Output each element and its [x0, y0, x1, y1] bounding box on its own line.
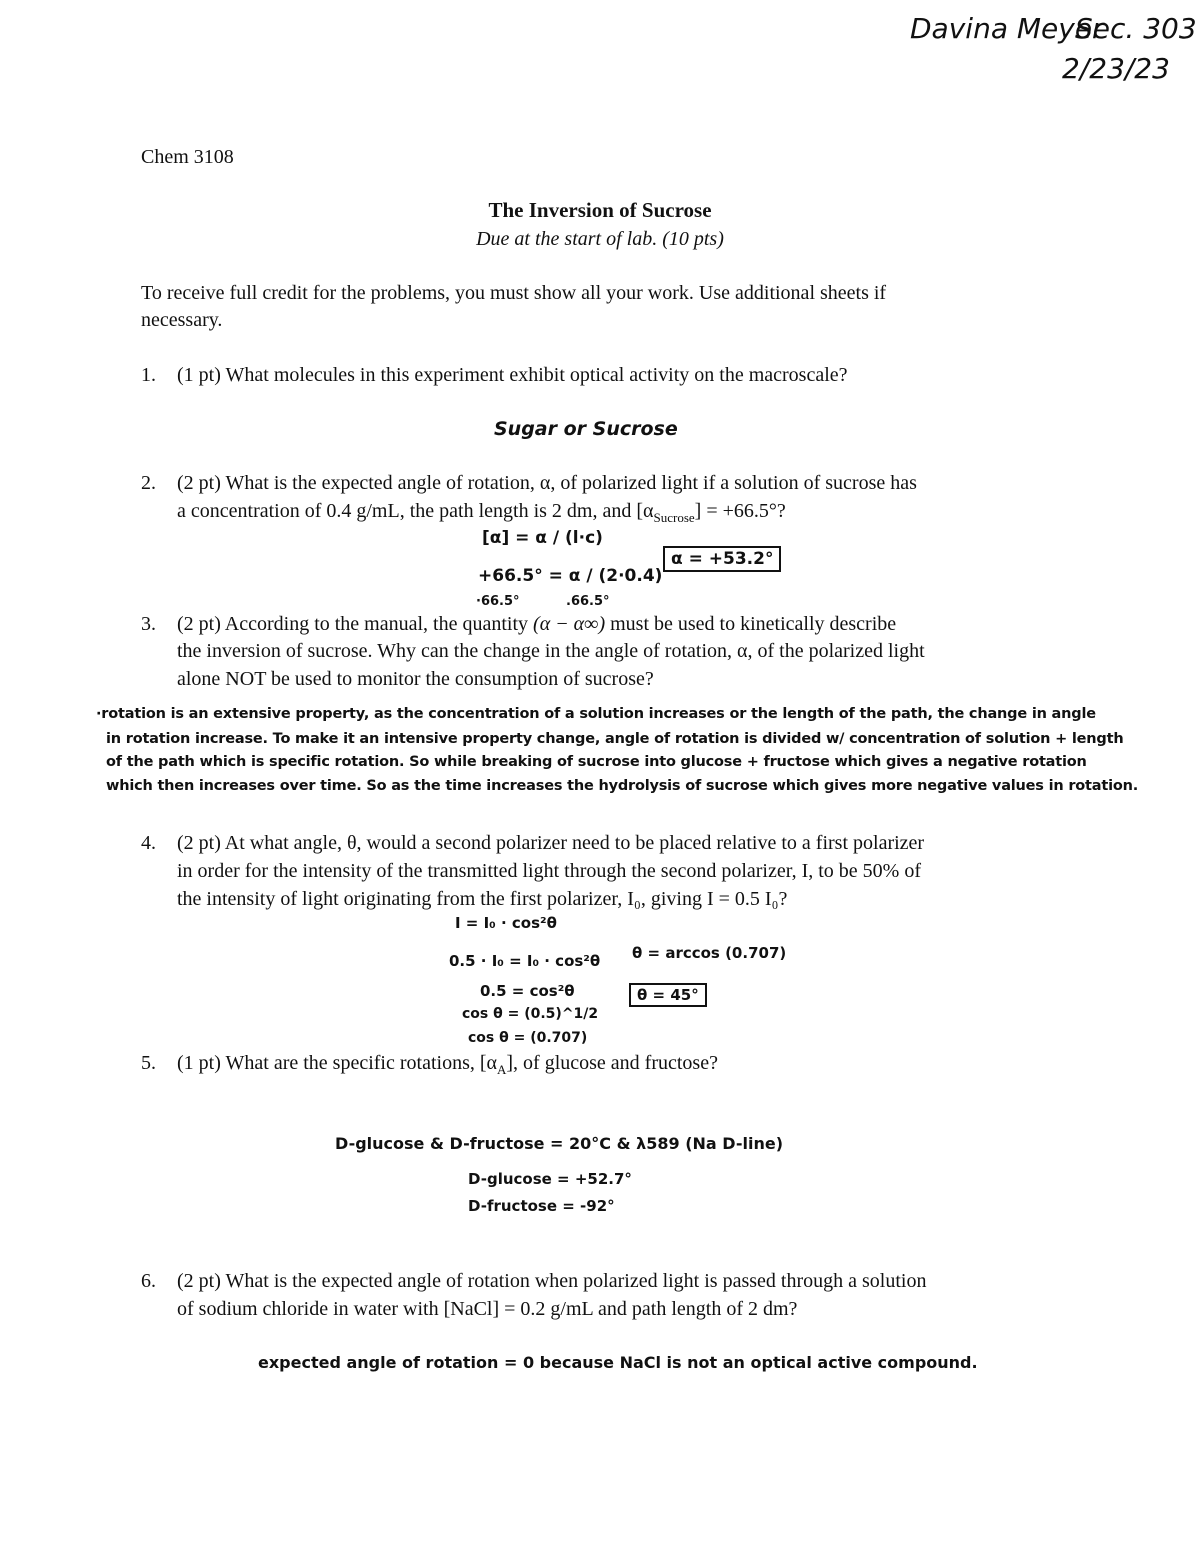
course-label: Chem 3108 [141, 146, 234, 168]
answer-2-box: α = +53.2° [663, 546, 781, 572]
question-3-line-2: the inversion of sucrose. Why can the change in the angle of rotation, α, of the polarized light [177, 640, 925, 662]
question-text: (2 pt) At what angle, θ, would a second polarizer need to be placed relative to a first polarizer [177, 832, 925, 854]
section-number: Sec. 303 [1075, 12, 1197, 45]
question-number: 6. [141, 1270, 156, 1292]
question-number: 4. [141, 832, 156, 854]
page-subtitle: Due at the start of lab. (10 pts) [476, 228, 724, 250]
question-2-line-2 [177, 497, 786, 532]
answer-5-line-3: D-fructose = -92° [468, 1197, 615, 1215]
answer-3-line-3: of the path which is specific rotation. So while breaking of sucrose into glucose + fructose which gives a negative rotation [106, 754, 1087, 770]
question-5 [141, 1049, 718, 1084]
question-4-line-3: the intensity of light originating from the first polarizer, I₀, giving I = 0.5 I₀? [177, 888, 788, 910]
subscript-sucrose: Sucrose [653, 510, 695, 525]
quantity-expression: (α − α∞) [533, 613, 606, 635]
question-number: 2. [141, 472, 156, 494]
question-3-line-1 [141, 610, 896, 638]
work-2-line-3: ·66.5° [476, 594, 520, 609]
work-2-line-2: +66.5° = α / (2·0.4) [478, 566, 663, 586]
answer-5-line-1: D-glucose & D-fructose = 20°C & λ589 (Na D-line) [335, 1134, 784, 1153]
answer-6: expected angle of rotation = 0 because NaCl is not an optical active compound. [258, 1353, 978, 1372]
answer-5-line-2: D-glucose = +52.7° [468, 1170, 632, 1188]
question-text: (2 pt) What is the expected angle of rotation, α, of polarized light if a solution of sucrose has [177, 472, 917, 494]
question-text: (1 pt) What molecules in this experiment exhibit optical activity on the macroscale? [177, 364, 848, 386]
question-3-line-3: alone NOT be used to monitor the consumption of sucrose? [177, 668, 654, 690]
date: 2/23/23 [1062, 52, 1170, 85]
work-4-line-6: θ = arccos (0.707) [632, 944, 787, 962]
answer-3-line-2: in rotation increase. To make it an intensive property change, angle of rotation is divided w/ concentration of solution + length [106, 731, 1124, 747]
work-4-line-3: 0.5 = cos²θ [480, 982, 575, 1000]
question-1 [141, 361, 848, 389]
work-4-line-1: I = I₀ · cos²θ [455, 914, 557, 932]
work-4-line-5: cos θ = (0.707) [468, 1030, 588, 1046]
instructions-line-2: necessary. [141, 309, 223, 331]
question-text: (2 pt) According to the manual, the quantity [177, 613, 534, 635]
question-text: (1 pt) What are the specific rotations, [α [177, 1052, 497, 1074]
work-4-line-2: 0.5 · I₀ = I₀ · cos²θ [449, 952, 601, 970]
work-4-line-4: cos θ = (0.5)^1/2 [462, 1006, 599, 1022]
question-text: a concentration of 0.4 g/mL, the path length is 2 dm, and [α [177, 500, 654, 522]
question-number: 3. [141, 613, 156, 635]
answer-3-line-4: which then increases over time. So as the time increases the hydrolysis of sucrose which gives more negative values in rotation. [106, 778, 1139, 794]
instructions-line-1: To receive full credit for the problems, you must show all your work. Use additional sheets if [141, 282, 887, 304]
question-text: ], of glucose and fructose? [506, 1052, 718, 1074]
question-text: (2 pt) What is the expected angle of rotation when polarized light is passed through a solution [177, 1270, 927, 1292]
student-name: Davina Meyer [910, 12, 1104, 45]
page-title: The Inversion of Sucrose [488, 198, 712, 222]
question-4-line-2: in order for the intensity of the transmitted light through the second polarizer, I, to be 50% of [177, 860, 922, 882]
answer-3-line-1: ·rotation is an extensive property, as the concentration of a solution increases or the length of the path, the change in angle [96, 706, 1096, 722]
question-4-line-1 [141, 829, 924, 857]
question-text: must be used to kinetically describe [605, 613, 897, 635]
work-2-line-4: .66.5° [566, 594, 610, 609]
subscript-a: A [497, 1062, 507, 1077]
question-6-line-2: of sodium chloride in water with [NaCl] = 0.2 g/mL and path length of 2 dm? [177, 1298, 798, 1320]
answer-4-box: θ = 45° [629, 983, 707, 1007]
question-6-line-1 [141, 1267, 926, 1295]
question-2-line-1 [141, 469, 917, 497]
question-number: 5. [141, 1052, 156, 1074]
work-2-line-1: [α] = α / (l·c) [482, 528, 603, 548]
question-number: 1. [141, 364, 156, 386]
answer-1: Sugar or Sucrose [494, 418, 678, 440]
question-text: ] = +66.5°? [694, 500, 786, 522]
